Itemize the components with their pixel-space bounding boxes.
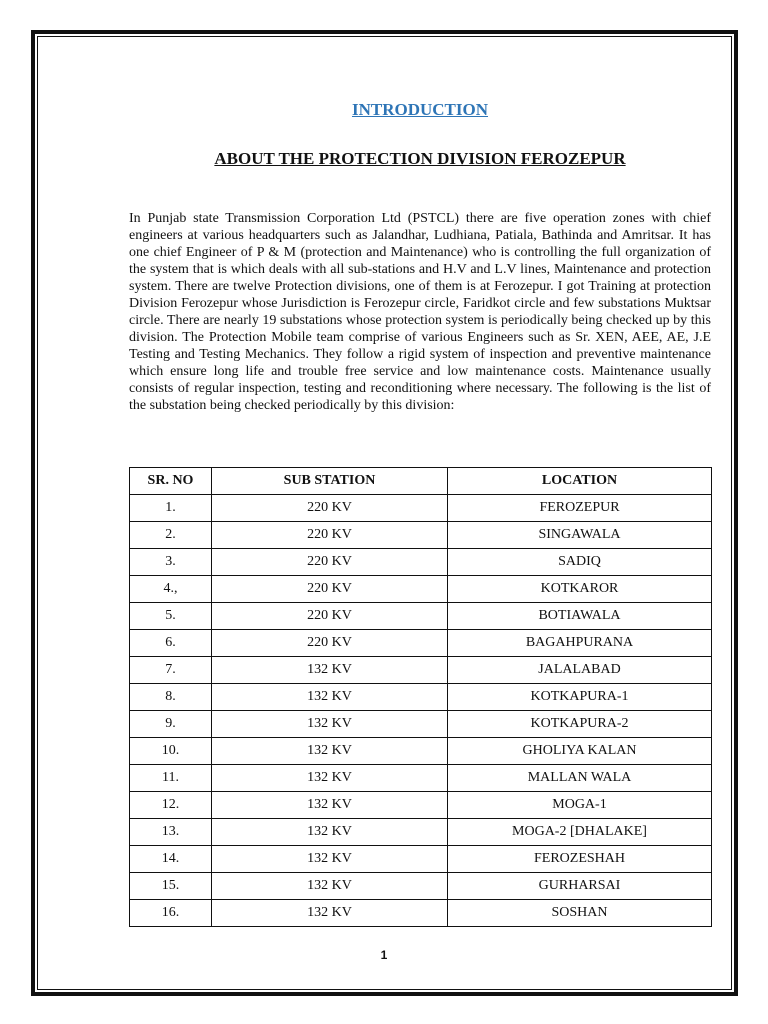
cell-location: BOTIAWALA [448, 603, 712, 630]
cell-sub-station: 132 KV [212, 711, 448, 738]
cell-sr-no: 1. [130, 495, 212, 522]
cell-location: MOGA-1 [448, 792, 712, 819]
cell-sr-no: 14. [130, 846, 212, 873]
cell-location: SADIQ [448, 549, 712, 576]
page-number: 1 [380, 948, 388, 962]
cell-sub-station: 132 KV [212, 900, 448, 927]
cell-sub-station: 220 KV [212, 495, 448, 522]
cell-location: MOGA-2 [DHALAKE] [448, 819, 712, 846]
cell-sr-no: 11. [130, 765, 212, 792]
cell-location: GURHARSAI [448, 873, 712, 900]
cell-sub-station: 220 KV [212, 630, 448, 657]
table-row [130, 765, 712, 792]
cell-sr-no: 5. [130, 603, 212, 630]
cell-sub-station: 132 KV [212, 684, 448, 711]
cell-location: JALALABAD [448, 657, 712, 684]
table-row [130, 549, 712, 576]
cell-sub-station: 220 KV [212, 603, 448, 630]
header-location: LOCATION [448, 468, 712, 495]
table-row [130, 711, 712, 738]
section-heading: ABOUT THE PROTECTION DIVISION FEROZEPUR [214, 149, 626, 168]
cell-sub-station: 220 KV [212, 549, 448, 576]
table-row [130, 630, 712, 657]
cell-sr-no: 2. [130, 522, 212, 549]
table-row [130, 522, 712, 549]
cell-location: KOTKAPURA-2 [448, 711, 712, 738]
cell-location: FEROZEPUR [448, 495, 712, 522]
cell-sub-station: 132 KV [212, 873, 448, 900]
table-header-row [130, 468, 712, 495]
cell-location: FEROZESHAH [448, 846, 712, 873]
cell-sr-no: 8. [130, 684, 212, 711]
table-row [130, 792, 712, 819]
cell-sr-no: 4., [130, 576, 212, 603]
table-row [130, 684, 712, 711]
cell-sr-no: 10. [130, 738, 212, 765]
page-title: INTRODUCTION [351, 100, 489, 119]
cell-location: BAGAHPURANA [448, 630, 712, 657]
cell-sr-no: 12. [130, 792, 212, 819]
substation-table [129, 467, 712, 927]
cell-sr-no: 9. [130, 711, 212, 738]
cell-location: KOTKAPURA-1 [448, 684, 712, 711]
cell-location: SOSHAN [448, 900, 712, 927]
cell-sub-station: 132 KV [212, 819, 448, 846]
table-row [130, 495, 712, 522]
cell-sub-station: 132 KV [212, 657, 448, 684]
header-sub-station: SUB STATION [212, 468, 448, 495]
cell-sr-no: 15. [130, 873, 212, 900]
table-row [130, 657, 712, 684]
table-row [130, 738, 712, 765]
table-row [130, 603, 712, 630]
table-row [130, 900, 712, 927]
cell-sub-station: 132 KV [212, 846, 448, 873]
cell-sub-station: 132 KV [212, 738, 448, 765]
header-sr-no: SR. NO [130, 468, 212, 495]
cell-sub-station: 132 KV [212, 765, 448, 792]
table-row [130, 873, 712, 900]
cell-sr-no: 13. [130, 819, 212, 846]
cell-location: KOTKAROR [448, 576, 712, 603]
table-row [130, 576, 712, 603]
intro-paragraph: In Punjab state Transmission Corporation Ltd (PSTCL) there are five operation zones with chief engineers at various headquarters such as Jalandhar, Ludhiana, Patiala, Bathinda and Amritsar. It has one chief Engineer of P & M (protection and Maintenance) who is controlling the full organization of the system that is which deals with all sub-stations and H.V and L.V lines, Maintenance and protection system. There are twelve Protection divisions, one of them is at Ferozepur. I got Training at protection Division Ferozepur whose Jurisdiction is Ferozepur circle, Faridkot circle and few substations Muktsar circle. There are nearly 19 substations whose protection system is periodically being checked up by this division. The Protection Mobile team comprise of various Engineers such as Sr. XEN, AEE, AE, J.E Testing and Testing Mechanics. They follow a rigid system of inspection and preventive maintenance which ensure long life and trouble free service and low maintenance costs. Maintenance usually consists of regular inspection, testing and reconditioning where necessary. The following is the list of the substation being checked periodically by this division: [129, 211, 711, 413]
table-row [130, 819, 712, 846]
cell-sr-no: 16. [130, 900, 212, 927]
cell-sr-no: 3. [130, 549, 212, 576]
table-row [130, 846, 712, 873]
cell-sub-station: 220 KV [212, 522, 448, 549]
cell-location: GHOLIYA KALAN [448, 738, 712, 765]
cell-sr-no: 6. [130, 630, 212, 657]
cell-location: SINGAWALA [448, 522, 712, 549]
cell-sub-station: 132 KV [212, 792, 448, 819]
cell-sub-station: 220 KV [212, 576, 448, 603]
cell-sr-no: 7. [130, 657, 212, 684]
cell-location: MALLAN WALA [448, 765, 712, 792]
